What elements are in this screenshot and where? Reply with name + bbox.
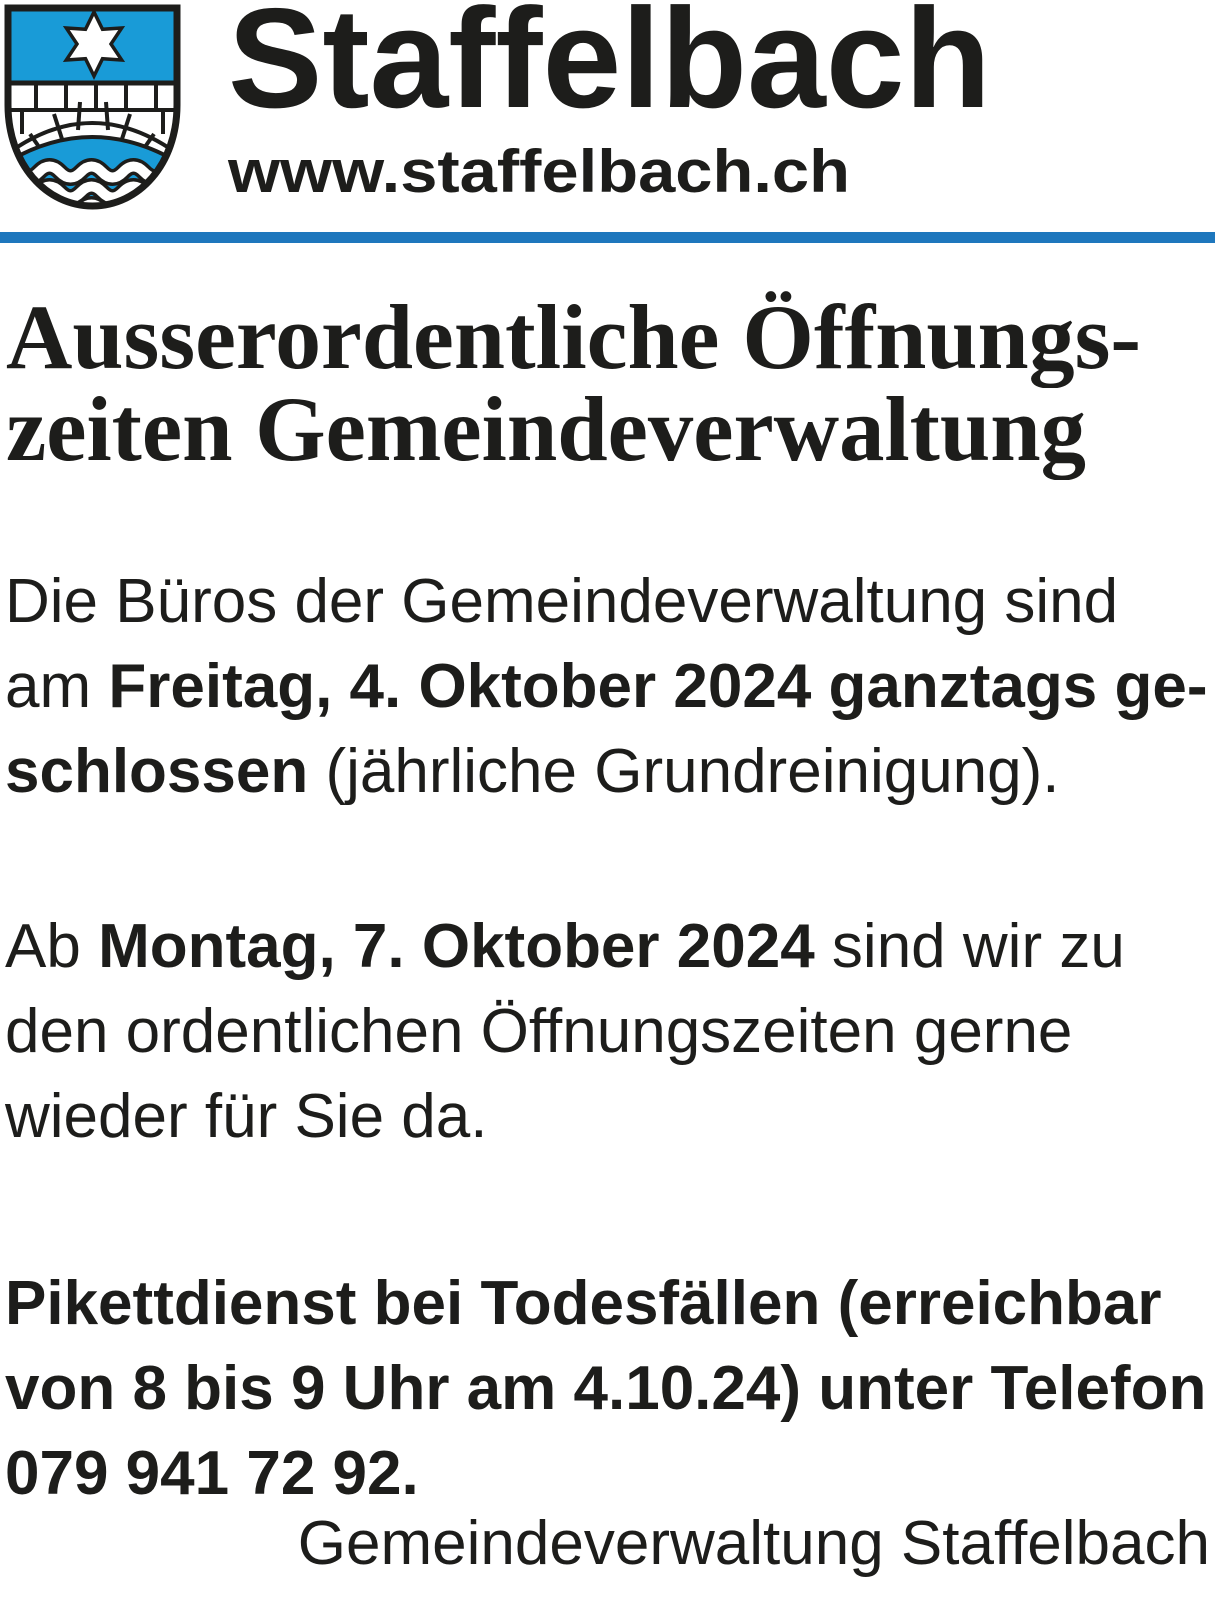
- announcement-title: [6, 286, 1142, 480]
- text-segment: schlossen: [5, 737, 309, 806]
- text-line: [5, 559, 1210, 644]
- website-url-text: www.staffelbach.ch: [228, 138, 851, 205]
- municipality-name: [228, 0, 993, 138]
- text-segment: sind wir zu: [814, 912, 1125, 981]
- text-segment: Montag, 7. Oktober 2024: [98, 912, 815, 981]
- text-line: [5, 729, 1210, 814]
- text-segment: (jährliche Grundreinigung).: [308, 737, 1060, 806]
- signature: [5, 1501, 1210, 1586]
- text-segment: wieder für Sie da.: [5, 1082, 488, 1151]
- text-segment: am: [5, 652, 109, 721]
- text-line: [5, 644, 1210, 729]
- text-line: [5, 904, 1210, 989]
- text-line: [5, 1346, 1210, 1431]
- coat-of-arms-icon: [2, 2, 183, 213]
- website-url: [228, 138, 851, 205]
- municipality-name-text: Staffelbach: [228, 0, 991, 138]
- text-segment: den ordentlichen Öffnungszeiten gerne: [5, 997, 1073, 1066]
- text-line: [5, 989, 1210, 1074]
- text-segment: Die Büros der Gemeindeverwaltung sind: [5, 567, 1119, 636]
- paragraph-closure: [5, 559, 1210, 814]
- paragraph-reopening: [5, 904, 1210, 1159]
- announcement-title-line1: Ausserordentliche Öffnungs-: [6, 286, 1141, 388]
- text-segment: Ab: [5, 912, 99, 981]
- text-line: [5, 1074, 1210, 1159]
- paragraph-emergency-service: [5, 1261, 1210, 1516]
- text-segment: Pikettdienst bei Todesfällen (erreichbar: [5, 1269, 1162, 1338]
- text-line: [5, 1261, 1210, 1346]
- signature-text: Gemeindeverwaltung Staffelbach: [297, 1509, 1210, 1578]
- phone-number: 079 941 72 92.: [5, 1439, 419, 1508]
- text-segment: von 8 bis 9 Uhr am 4.10.24) unter Telefon: [5, 1354, 1207, 1423]
- text-segment: Freitag, 4. Oktober 2024 ganztags ge-: [108, 652, 1208, 721]
- header-divider: [0, 232, 1215, 243]
- announcement-title-line2: zeiten Gemeindeverwaltung: [6, 378, 1086, 480]
